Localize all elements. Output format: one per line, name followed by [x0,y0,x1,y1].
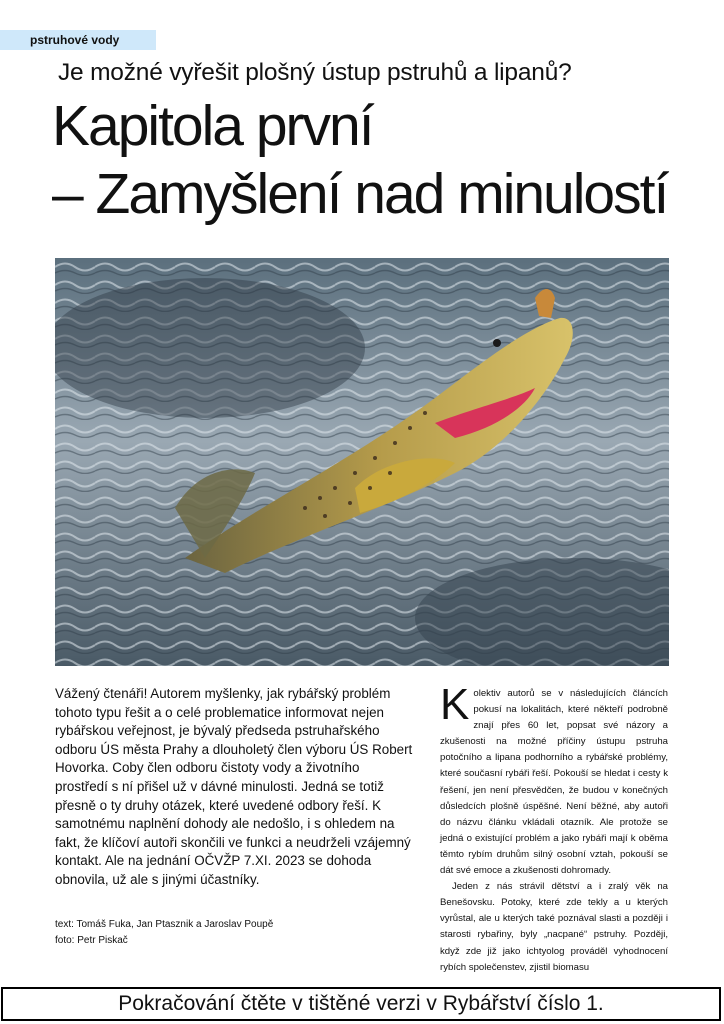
body-paragraph-2: Jeden z nás strávil dětství a i zralý věk na Benešovsku. Potoky, které zde tekly a u kterých vyrůstal, ale u kterých také poznával slasti a později i starosti rybařiny, byly „nacpané“ pstruhy. Později, když zde již jako ichtyolog prováděl vyhodnocení rybích společenstev, zjistil biomasu [440,881,668,973]
headline-line-1: Kapitola první [52,94,373,158]
photo-credit: foto: Petr Piskač [55,935,128,946]
continuation-banner: Pokračování čtěte v tištěné verzi v Rybářství číslo 1. [1,987,721,1021]
article-headline [52,92,712,228]
drop-cap: K [440,680,470,729]
article-kicker: Je možné vyřešit plošný ústup pstruhů a lipanů? [58,59,572,86]
section-tag: pstruhové vody [0,30,156,50]
lead-paragraph: Vážený čtenáři! Autorem myšlenky, jak rybářský problém tohoto typu řešit a o celé problematice informovat nejen rybářskou veřejnost, je bývalý předseda pstruhařského odboru ÚS města Prahy a dlouholetý člen výboru ÚS Robert Hovorka. Coby člen odboru čistoty vody a životního prostředí s ní přišel už v dávné minulosti. Jedná se totiž přesně o ty druhy otázek, které uvedené odbory řeší. K samotnému naplnění dohody ale nedošlo, i s ohledem na fakt, že klíčoví autoři skončili ve funkci a neudrželi vzájemný kontakt. Ale na jednání OČVŽP 7.XI. 2023 se dohoda obnovila, už ale s jinými účastníky. [55,686,413,887]
article-credits [55,917,415,949]
trout-photo [55,258,669,666]
text-credit: text: Tomáš Fuka, Jan Ptasznik a Jaroslav Poupě [55,919,274,930]
body-paragraph-1 [440,680,668,879]
body-paragraph-1-text: olektiv autorů se v následujících článcích pokusí na lokalitách, které někteří podrobně znají přes 60 let, popsat své názory a zkušenosti na možné příčiny ústupu pstruha potočního a lipana podhorního a rybářské problémy, které současní rybáři řeší. Pokouší se hledat i cesty k řešení, jen není přesvědčen, že budou v konečných důsledcích plošně úspěšné. Není běžné, aby autoři do názvu článku vkládali otazník. Ale protože se jedná o existující problém a jako rybáři mají k oběma těmto rybím druhům silný osobní vztah, pokouší se dát své emoce a zkušenosti dohromady. [440,688,668,877]
body-column [440,680,668,976]
headline-line-2: – Zamyšlení nad minulostí [52,162,668,226]
